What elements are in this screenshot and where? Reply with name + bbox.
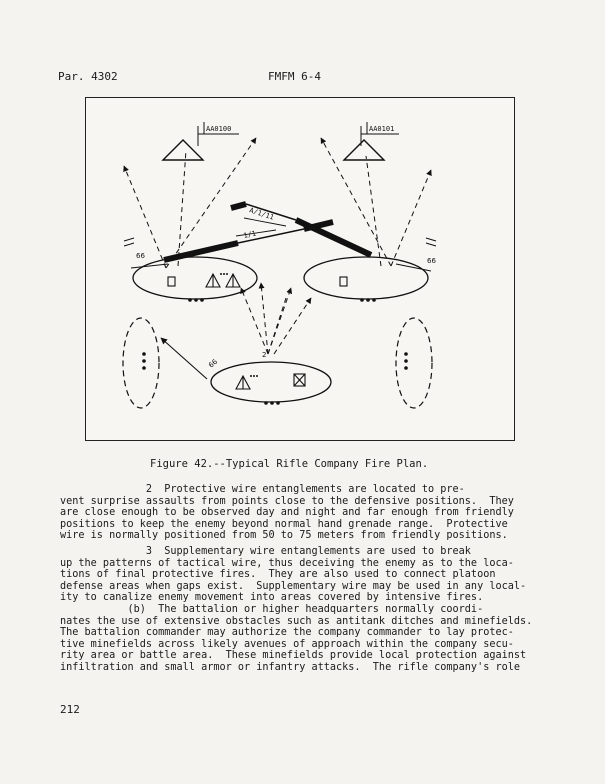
sector-label-bottom: 66 [207, 357, 220, 370]
page-number: 212 [60, 703, 80, 716]
paragraph-line: vent surprise assaults from points close to the defensive positions. They [60, 495, 514, 507]
paragraph-line: are close enough to be observed day and night and far enough from friendly [60, 507, 514, 519]
sector-label-left: 66 [136, 252, 145, 260]
weapon-symbols [168, 274, 347, 389]
paragraph-reference: Par. 4302 [58, 70, 118, 83]
paragraph-line: up the patterns of tactical wire, thus deceiving the enemy as to the loca- [60, 557, 514, 569]
paragraph-line: tive minefields across likely avenues of approach within the company secu- [60, 638, 514, 650]
paragraph-line: rity area or battle area. These minefields provide local protection against [60, 650, 527, 662]
sector-label-right: 66 [427, 257, 436, 265]
fire-plan-figure [85, 97, 515, 441]
paragraph-line: (b) The battalion or higher headquarters normally coordi- [60, 604, 484, 615]
wire-label-lower: 1/1 [242, 229, 257, 240]
target-label-right: AA0101 [369, 125, 395, 133]
paragraph-line: The battalion commander may authorize the company commander to lay protec- [60, 627, 514, 639]
weapon-dots [220, 273, 258, 377]
paragraph-obstacles [60, 604, 533, 674]
paragraph-line: 2 Protective wire entanglements are located to pre- [60, 484, 465, 495]
paragraph-line: 3 Supplementary wire entanglements are used to break [60, 546, 471, 557]
unit-dots [142, 298, 408, 405]
paragraph-line: tions of final protective fires. They are also used to connect platoon [60, 569, 496, 581]
paragraph-line: positions to keep the enemy beyond normal hand grenade range. Protective [60, 518, 508, 530]
fire-lines [124, 138, 431, 354]
target-reference-right [344, 122, 399, 160]
target-reference-left [163, 122, 239, 160]
paragraph-protective-wire [60, 484, 530, 542]
sector-markers [124, 238, 436, 246]
target-label-left: AA0100 [206, 125, 232, 133]
alternate-position-right [396, 318, 432, 408]
paragraph-line: infiltration and small armor or infantry attacks. The rifle company's role [60, 661, 521, 673]
paragraph-line: defense areas when gaps exist. Supplementary wire may be used in any local- [60, 580, 527, 592]
paragraph-line: ity to canalize enemy movement into areas covered by intensive fires. [60, 592, 484, 604]
protective-wire [164, 204, 371, 260]
platoon-area-right [304, 257, 428, 299]
manual-designation: FMFM 6-4 [268, 70, 321, 83]
paragraph-line: nates the use of extensive obstacles such as antitank ditches and minefields. [60, 615, 533, 627]
paragraph-supplementary-wire [60, 546, 530, 604]
paragraph-line: wire is normally positioned from 50 to 75 meters from friendly positions. [60, 530, 508, 542]
wire-label-upper: A/1/11 [248, 206, 275, 222]
fire-plan-diagram [86, 98, 516, 442]
alternate-position-left [123, 318, 159, 408]
center-fire-label: 2 [262, 351, 267, 359]
platoon-area-bottom [211, 362, 331, 402]
figure-caption: Figure 42.--Typical Rifle Company Fire Plan. [150, 458, 429, 470]
platoon-area-left [133, 257, 257, 299]
